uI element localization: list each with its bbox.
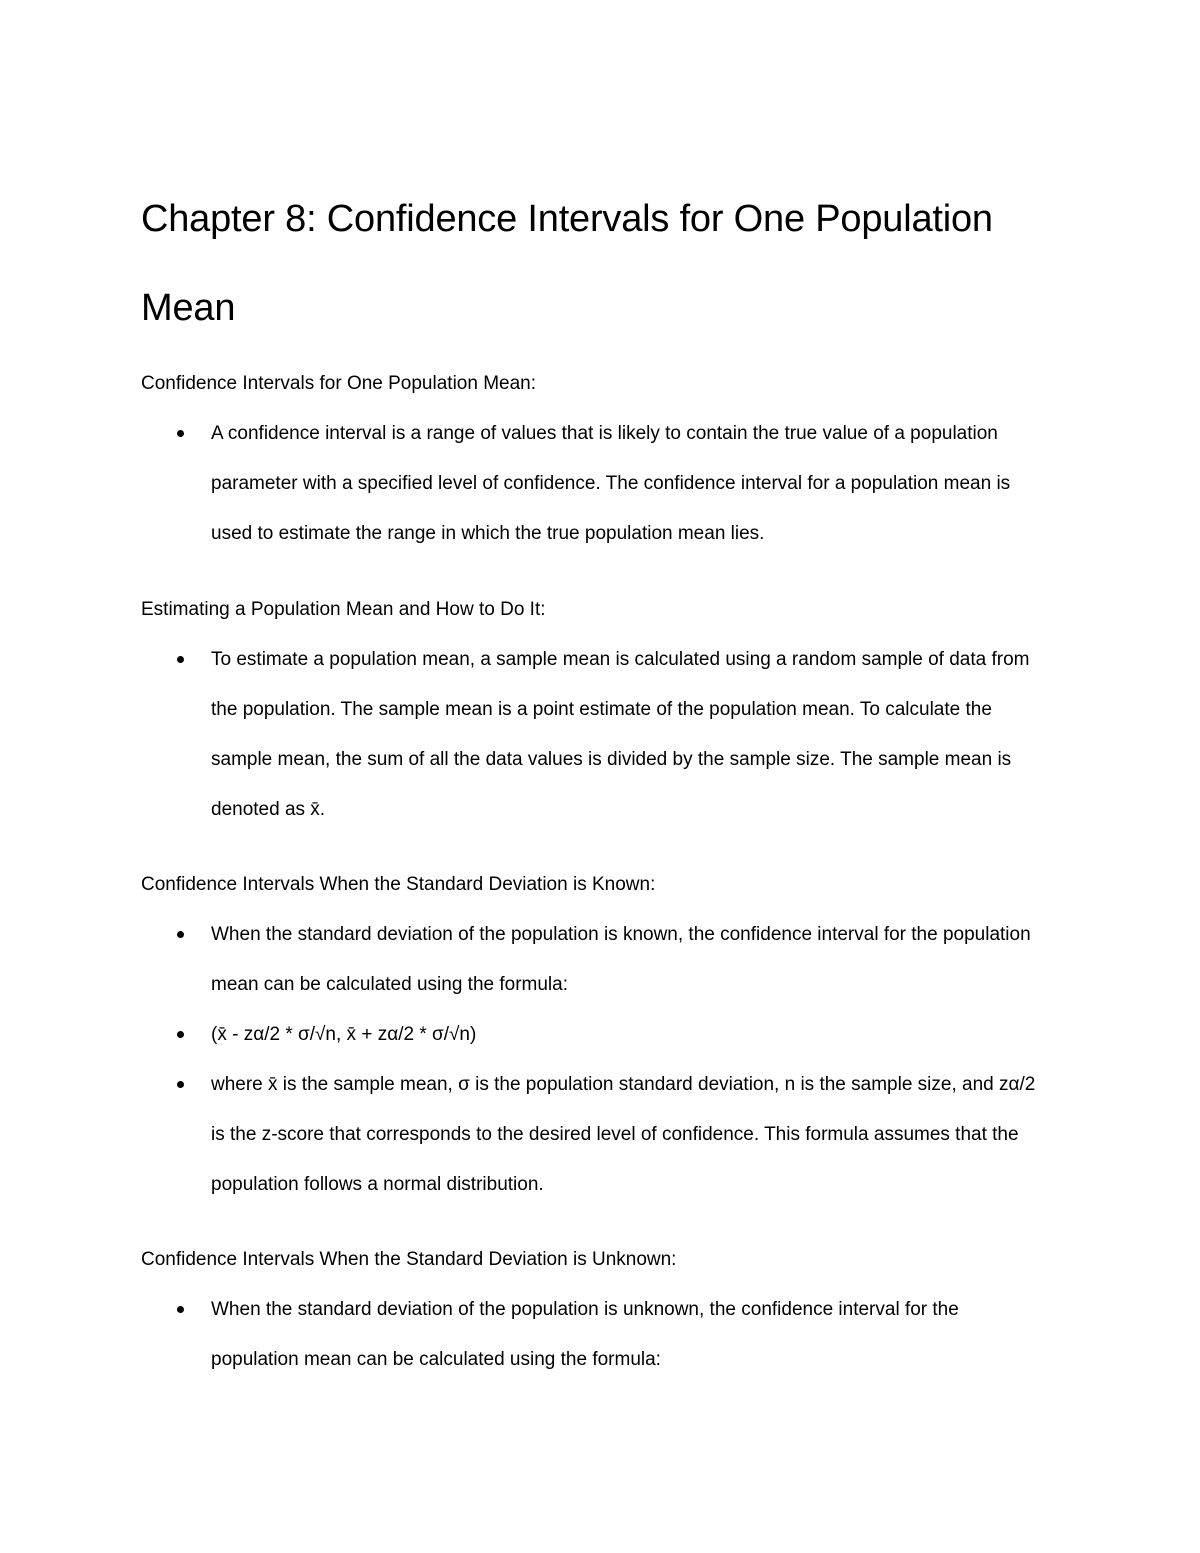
section-heading: Confidence Intervals for One Population Mean: <box>141 373 537 394</box>
section-sd-unknown <box>141 1235 1071 1385</box>
bullet-dot-icon <box>177 1306 184 1313</box>
bullet-dot-icon <box>177 656 184 663</box>
bullet-list <box>141 409 1071 559</box>
bullet-text: A confidence interval is a range of values that is likely to contain the true value of a population parameter with a specified level of confidence. The confidence interval for a population mean is used to estimate the range in which the true population mean lies. <box>211 423 1011 544</box>
bullet-text: When the standard deviation of the population is unknown, the confidence interval for the population mean can be calculated using the formula: <box>211 1299 959 1370</box>
section-heading: Estimating a Population Mean and How to Do It: <box>141 599 546 620</box>
section-confidence-intervals <box>141 359 1071 559</box>
list-item <box>141 1010 1071 1060</box>
page-title: Chapter 8: Confidence Intervals for One Population Mean <box>141 198 993 329</box>
bullet-dot-icon <box>177 931 184 938</box>
list-item <box>141 910 1071 1010</box>
bullet-list <box>141 635 1071 835</box>
bullet-dot-icon <box>177 1081 184 1088</box>
section-heading: Confidence Intervals When the Standard Deviation is Unknown: <box>141 1249 677 1270</box>
bullet-text: To estimate a population mean, a sample mean is calculated using a random sample of data from the population. The sample mean is a point estimate of the population mean. To calculate the sample mean, the sum of all the data values is divided by the sample size. The sample mean is denoted as x̄. <box>211 649 1030 820</box>
section-heading: Confidence Intervals When the Standard Deviation is Known: <box>141 874 656 895</box>
bullet-list <box>141 910 1071 1210</box>
bullet-list <box>141 1285 1071 1385</box>
list-item <box>141 409 1071 559</box>
list-item <box>141 635 1071 835</box>
bullet-text: where x̄ is the sample mean, σ is the population standard deviation, n is the sample size, and zα/2 is the z-score that corresponds to the desired level of confidence. This formula assumes that the population follows a normal distribution. <box>211 1074 1036 1195</box>
bullet-text: When the standard deviation of the population is known, the confidence interval for the population mean can be calculated using the formula: <box>211 924 1031 995</box>
formula-text: (x̄ - zα/2 * σ/√n, x̄ + zα/2 * σ/√n) <box>211 1024 477 1045</box>
list-item <box>141 1285 1071 1385</box>
list-item <box>141 1060 1071 1210</box>
section-estimating-mean <box>141 585 1071 835</box>
section-sd-known <box>141 860 1071 1210</box>
bullet-dot-icon <box>177 1031 184 1038</box>
bullet-dot-icon <box>177 430 184 437</box>
